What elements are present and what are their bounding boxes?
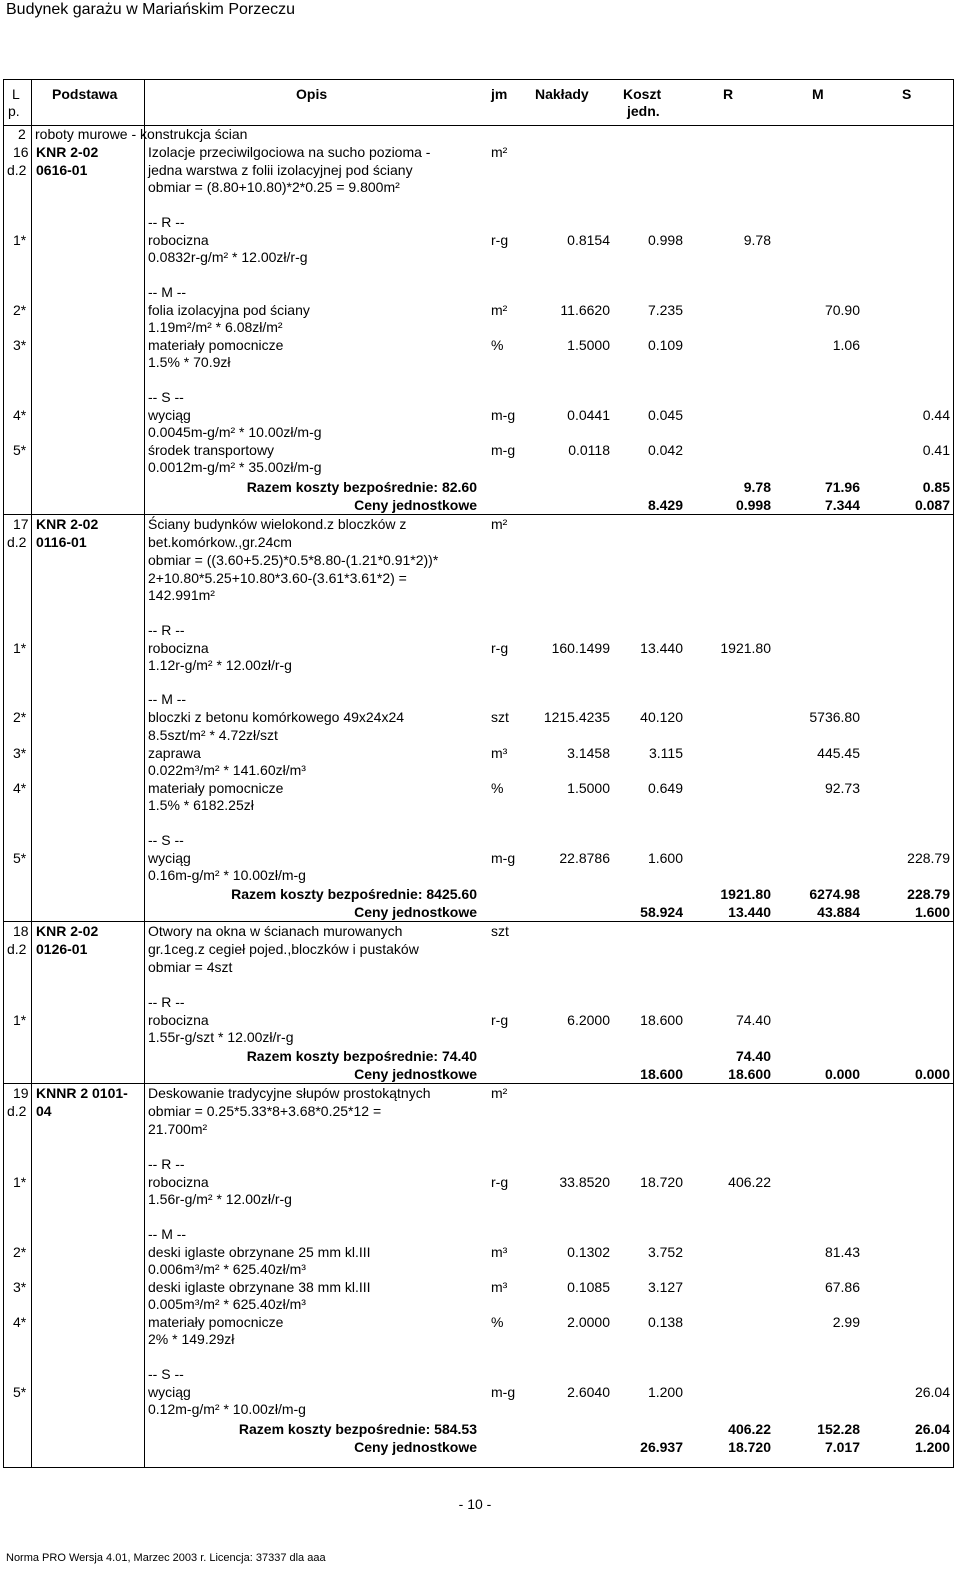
- item-number: 5*: [13, 1384, 27, 1400]
- item-number: 4*: [13, 780, 27, 796]
- unit-price-s: 1.200: [914, 1439, 950, 1455]
- unit-price-s: 0.000: [914, 1066, 950, 1082]
- unit-prices-label: Ceny jednostkowe: [354, 497, 477, 513]
- position-measurement: 21.700m²: [148, 1121, 208, 1137]
- unit-prices-label: Ceny jednostkowe: [354, 904, 477, 920]
- item-unit-cost: 18.600: [640, 1012, 683, 1028]
- position-description: Otwory na okna w ścianach murowanych: [148, 923, 403, 939]
- item-number: 1*: [13, 1012, 27, 1028]
- unit-price-r: 18.600: [728, 1066, 771, 1082]
- item-s-cost: 0.41: [922, 442, 950, 458]
- position-basis-code: 0126-01: [36, 941, 88, 957]
- unit-price-m: 0.000: [824, 1066, 860, 1082]
- total-m: 152.28: [817, 1421, 860, 1437]
- header-podstawa: Podstawa: [52, 86, 118, 102]
- position-unit: m²: [491, 516, 508, 532]
- position-unit: m²: [491, 144, 508, 160]
- position-measurement: obmiar = ((3.60+5.25)*0.5*8.80-(1.21*0.91*2))*: [148, 552, 439, 568]
- item-quantity: 1215.4235: [543, 709, 610, 725]
- position-lp: 16: [13, 144, 29, 160]
- header-naklady: Nakłady: [535, 86, 589, 102]
- header-lp-2: p.: [8, 103, 20, 119]
- item-number: 5*: [13, 850, 27, 866]
- item-calculation: 1.12r-g/m² * 12.00zł/r-g: [148, 657, 292, 673]
- header-koszt-jedn: jedn.: [627, 103, 660, 119]
- item-unit: r-g: [491, 232, 509, 248]
- item-m-cost: 5736.80: [809, 709, 860, 725]
- position-lp-suffix: d.2: [7, 941, 27, 957]
- total-s: 0.85: [922, 479, 950, 495]
- unit-price-s: 0.087: [914, 497, 950, 513]
- footer-license: Norma PRO Wersja 4.01, Marzec 2003 r. Licencja: 37337 dla aaa: [6, 1552, 326, 1564]
- item-unit: m³: [491, 1244, 508, 1260]
- item-number: 3*: [13, 1279, 27, 1295]
- item-quantity: 0.1302: [567, 1244, 610, 1260]
- item-m-cost: 2.99: [832, 1314, 860, 1330]
- item-unit: m³: [491, 745, 508, 761]
- position-description: Ściany budynków wielokond.z bloczków z: [148, 516, 407, 532]
- item-name: deski iglaste obrzynane 25 mm kl.III: [148, 1244, 371, 1260]
- item-name: robocizna: [148, 1012, 209, 1028]
- item-unit-cost: 0.649: [647, 780, 683, 796]
- item-calculation: 0.12m-g/m² * 10.00zł/m-g: [148, 1401, 306, 1417]
- item-m-cost: 81.43: [824, 1244, 860, 1260]
- item-unit-cost: 40.120: [640, 709, 683, 725]
- item-m-cost: 70.90: [824, 302, 860, 318]
- document-title: Budynek garażu w Mariańskim Porzeczu: [6, 1, 296, 18]
- item-quantity: 0.1085: [567, 1279, 610, 1295]
- item-unit: r-g: [491, 1012, 509, 1028]
- direct-costs-total: Razem koszty bezpośrednie: 584.53: [238, 1421, 477, 1437]
- item-calculation: 0.0832r-g/m² * 12.00zł/r-g: [148, 249, 308, 265]
- total-m: 6274.98: [809, 886, 860, 902]
- item-name: materiały pomocnicze: [148, 1314, 284, 1330]
- item-unit-cost: 0.042: [647, 442, 683, 458]
- item-unit: szt: [491, 709, 509, 725]
- position-lp-suffix: d.2: [7, 1103, 27, 1119]
- item-calculation: 1.5% * 70.9zł: [148, 354, 231, 370]
- item-calculation: 0.022m³/m² * 141.60zł/m³: [148, 762, 306, 778]
- item-quantity: 0.8154: [567, 232, 610, 248]
- item-calculation: 2% * 149.29zł: [148, 1331, 235, 1347]
- position-basis: KNNR 2 0101-: [36, 1085, 128, 1101]
- header-r: R: [723, 86, 734, 102]
- unit-price-r: 0.998: [735, 497, 771, 513]
- equipment-header: -- S --: [148, 389, 184, 405]
- labor-header: -- R --: [148, 622, 185, 638]
- item-quantity: 1.5000: [567, 780, 610, 796]
- item-calculation: 8.5szt/m² * 4.72zł/szt: [148, 727, 278, 743]
- unit-price-r: 18.720: [728, 1439, 771, 1455]
- position-basis: KNR 2-02: [36, 516, 99, 532]
- item-name: deski iglaste obrzynane 38 mm kl.III: [148, 1279, 371, 1295]
- item-name: materiały pomocnicze: [148, 780, 284, 796]
- item-unit: r-g: [491, 1174, 509, 1190]
- equipment-header: -- S --: [148, 1366, 184, 1382]
- position-basis: KNR 2-02: [36, 144, 99, 160]
- item-number: 2*: [13, 302, 27, 318]
- item-unit-cost: 3.115: [649, 745, 683, 761]
- item-name: robocizna: [148, 1174, 209, 1190]
- item-name: bloczki z betonu komórkowego 49x24x24: [148, 709, 405, 725]
- item-s-cost: 0.44: [922, 407, 950, 423]
- item-r-cost: 406.22: [728, 1174, 771, 1190]
- position-unit: szt: [491, 923, 509, 939]
- item-unit-cost: 13.440: [640, 640, 683, 656]
- header-koszt: Koszt: [623, 86, 662, 102]
- item-name: wyciąg: [148, 407, 191, 423]
- item-unit: m²: [491, 302, 508, 318]
- item-calculation: 1.56r-g/m² * 12.00zł/r-g: [148, 1191, 292, 1207]
- item-number: 3*: [13, 745, 27, 761]
- item-unit: %: [491, 780, 504, 796]
- item-r-cost: 1921.80: [720, 640, 771, 656]
- item-unit: m-g: [491, 850, 516, 866]
- item-calculation: 0.0012m-g/m² * 35.00zł/m-g: [148, 459, 322, 475]
- item-calculation: 0.006m³/m² * 625.40zł/m³: [148, 1261, 306, 1277]
- item-number: 1*: [13, 1174, 27, 1190]
- position-description: Deskowanie tradycyjne słupów prostokątnych: [148, 1085, 431, 1101]
- unit-price-m: 43.884: [817, 904, 860, 920]
- item-quantity: 1.5000: [567, 337, 610, 353]
- item-unit: m-g: [491, 1384, 516, 1400]
- item-name: robocizna: [148, 640, 209, 656]
- total-r: 406.22: [728, 1421, 771, 1437]
- item-name: robocizna: [148, 232, 209, 248]
- item-calculation: 1.19m²/m² * 6.08zł/m²: [148, 319, 283, 335]
- position-description: bet.komórkow.,gr.24cm: [148, 534, 292, 550]
- position-description: gr.1ceg.z cegieł pojed.,bloczków i pustaków: [148, 941, 419, 957]
- total-m: 71.96: [824, 479, 860, 495]
- unit-price-m: 7.017: [824, 1439, 860, 1455]
- item-quantity: 160.1499: [551, 640, 610, 656]
- position-unit: m²: [491, 1085, 508, 1101]
- item-s-cost: 26.04: [914, 1384, 950, 1400]
- total-s: 228.79: [907, 886, 950, 902]
- item-unit: %: [491, 1314, 504, 1330]
- item-quantity: 2.0000: [567, 1314, 610, 1330]
- unit-price-total: 26.937: [640, 1439, 683, 1455]
- unit-prices-label: Ceny jednostkowe: [354, 1439, 477, 1455]
- item-name: materiały pomocnicze: [148, 337, 284, 353]
- material-header: -- M --: [148, 1226, 187, 1242]
- unit-price-total: 58.924: [640, 904, 683, 920]
- item-unit-cost: 0.138: [647, 1314, 683, 1330]
- header-s: S: [902, 86, 912, 102]
- position-lp-suffix: d.2: [7, 162, 27, 178]
- item-number: 2*: [13, 709, 27, 725]
- section-title: roboty murowe - konstrukcja ścian: [35, 126, 248, 142]
- position-lp: 17: [13, 516, 29, 532]
- unit-prices-label: Ceny jednostkowe: [354, 1066, 477, 1082]
- header-opis: Opis: [296, 86, 328, 102]
- position-measurement: obmiar = 0.25*5.33*8+3.68*0.25*12 =: [148, 1103, 382, 1119]
- item-name: wyciąg: [148, 850, 191, 866]
- item-unit-cost: 1.600: [647, 850, 683, 866]
- item-unit: m³: [491, 1279, 508, 1295]
- item-number: 5*: [13, 442, 27, 458]
- direct-costs-total: Razem koszty bezpośrednie: 8425.60: [231, 886, 477, 902]
- item-name: folia izolacyjna pod ściany: [148, 302, 310, 318]
- position-description: jedna warstwa z folii izolacyjnej pod ściany: [148, 162, 413, 178]
- item-r-cost: 74.40: [735, 1012, 771, 1028]
- total-r: 1921.80: [720, 886, 771, 902]
- item-unit-cost: 3.127: [647, 1279, 683, 1295]
- item-unit-cost: 0.045: [647, 407, 683, 423]
- item-quantity: 0.0441: [567, 407, 610, 423]
- material-header: -- M --: [148, 691, 187, 707]
- item-calculation: 0.16m-g/m² * 10.00zł/m-g: [148, 867, 306, 883]
- item-unit-cost: 0.998: [647, 232, 683, 248]
- item-number: 4*: [13, 1314, 27, 1330]
- position-lp: 18: [13, 923, 29, 939]
- item-number: 2*: [13, 1244, 27, 1260]
- material-header: -- M --: [148, 284, 187, 300]
- item-calculation: 1.5% * 6182.25zł: [148, 797, 254, 813]
- header-jm: jm: [491, 86, 508, 102]
- item-m-cost: 445.45: [817, 745, 860, 761]
- total-s: 26.04: [914, 1421, 950, 1437]
- item-number: 1*: [13, 640, 27, 656]
- item-calculation: 0.005m³/m² * 625.40zł/m³: [148, 1296, 306, 1312]
- position-measurement: 2+10.80*5.25+10.80*3.60-(3.61*3.61*2) =: [148, 570, 407, 586]
- item-quantity: 2.6040: [567, 1384, 610, 1400]
- position-measurement: obmiar = (8.80+10.80)*2*0.25 = 9.800m²: [148, 179, 400, 195]
- item-number: 3*: [13, 337, 27, 353]
- item-name: wyciąg: [148, 1384, 191, 1400]
- direct-costs-total: Razem koszty bezpośrednie: 82.60: [246, 479, 477, 495]
- item-unit: r-g: [491, 640, 509, 656]
- page-number: - 10 -: [458, 1496, 492, 1512]
- item-m-cost: 1.06: [832, 337, 860, 353]
- position-basis: KNR 2-02: [36, 923, 99, 939]
- unit-price-total: 18.600: [640, 1066, 683, 1082]
- header-m: M: [812, 86, 824, 102]
- header-lp: L: [12, 86, 20, 102]
- unit-price-r: 13.440: [728, 904, 771, 920]
- item-unit-cost: 18.720: [640, 1174, 683, 1190]
- total-r: 74.40: [735, 1048, 771, 1064]
- item-name: środek transportowy: [148, 442, 275, 458]
- total-r: 9.78: [743, 479, 771, 495]
- item-quantity: 22.8786: [559, 850, 610, 866]
- section-number: 2: [18, 126, 26, 142]
- item-unit: m-g: [491, 442, 516, 458]
- item-unit-cost: 0.109: [647, 337, 683, 353]
- position-measurement: 142.991m²: [148, 587, 215, 603]
- item-unit-cost: 1.200: [647, 1384, 683, 1400]
- item-quantity: 0.0118: [568, 442, 610, 458]
- unit-price-s: 1.600: [914, 904, 950, 920]
- item-quantity: 11.6620: [560, 302, 610, 318]
- item-unit: %: [491, 337, 504, 353]
- item-calculation: 1.55r-g/szt * 12.00zł/r-g: [148, 1029, 294, 1045]
- position-basis-code: 04: [36, 1103, 52, 1119]
- direct-costs-total: Razem koszty bezpośrednie: 74.40: [246, 1048, 477, 1064]
- labor-header: -- R --: [148, 994, 185, 1010]
- item-quantity: 3.1458: [567, 745, 610, 761]
- position-lp-suffix: d.2: [7, 534, 27, 550]
- item-unit: m-g: [491, 407, 516, 423]
- item-unit-cost: 3.752: [647, 1244, 683, 1260]
- labor-header: -- R --: [148, 1156, 185, 1172]
- item-quantity: 33.8520: [559, 1174, 610, 1190]
- labor-header: -- R --: [148, 214, 185, 230]
- position-description: Izolacje przeciwilgociowa na sucho pozioma -: [148, 144, 431, 160]
- item-number: 1*: [13, 232, 27, 248]
- unit-price-total: 8.429: [647, 497, 683, 513]
- item-calculation: 0.0045m-g/m² * 10.00zł/m-g: [148, 424, 322, 440]
- item-s-cost: 228.79: [907, 850, 950, 866]
- position-measurement: obmiar = 4szt: [148, 959, 233, 975]
- item-number: 4*: [13, 407, 27, 423]
- equipment-header: -- S --: [148, 832, 184, 848]
- item-unit-cost: 7.235: [647, 302, 683, 318]
- position-basis-code: 0616-01: [36, 162, 88, 178]
- position-basis-code: 0116-01: [36, 534, 87, 550]
- unit-price-m: 7.344: [824, 497, 860, 513]
- item-m-cost: 67.86: [824, 1279, 860, 1295]
- item-r-cost: 9.78: [743, 232, 771, 248]
- item-name: zaprawa: [148, 745, 201, 761]
- position-lp: 19: [13, 1085, 29, 1101]
- item-quantity: 6.2000: [567, 1012, 610, 1028]
- item-m-cost: 92.73: [824, 780, 860, 796]
